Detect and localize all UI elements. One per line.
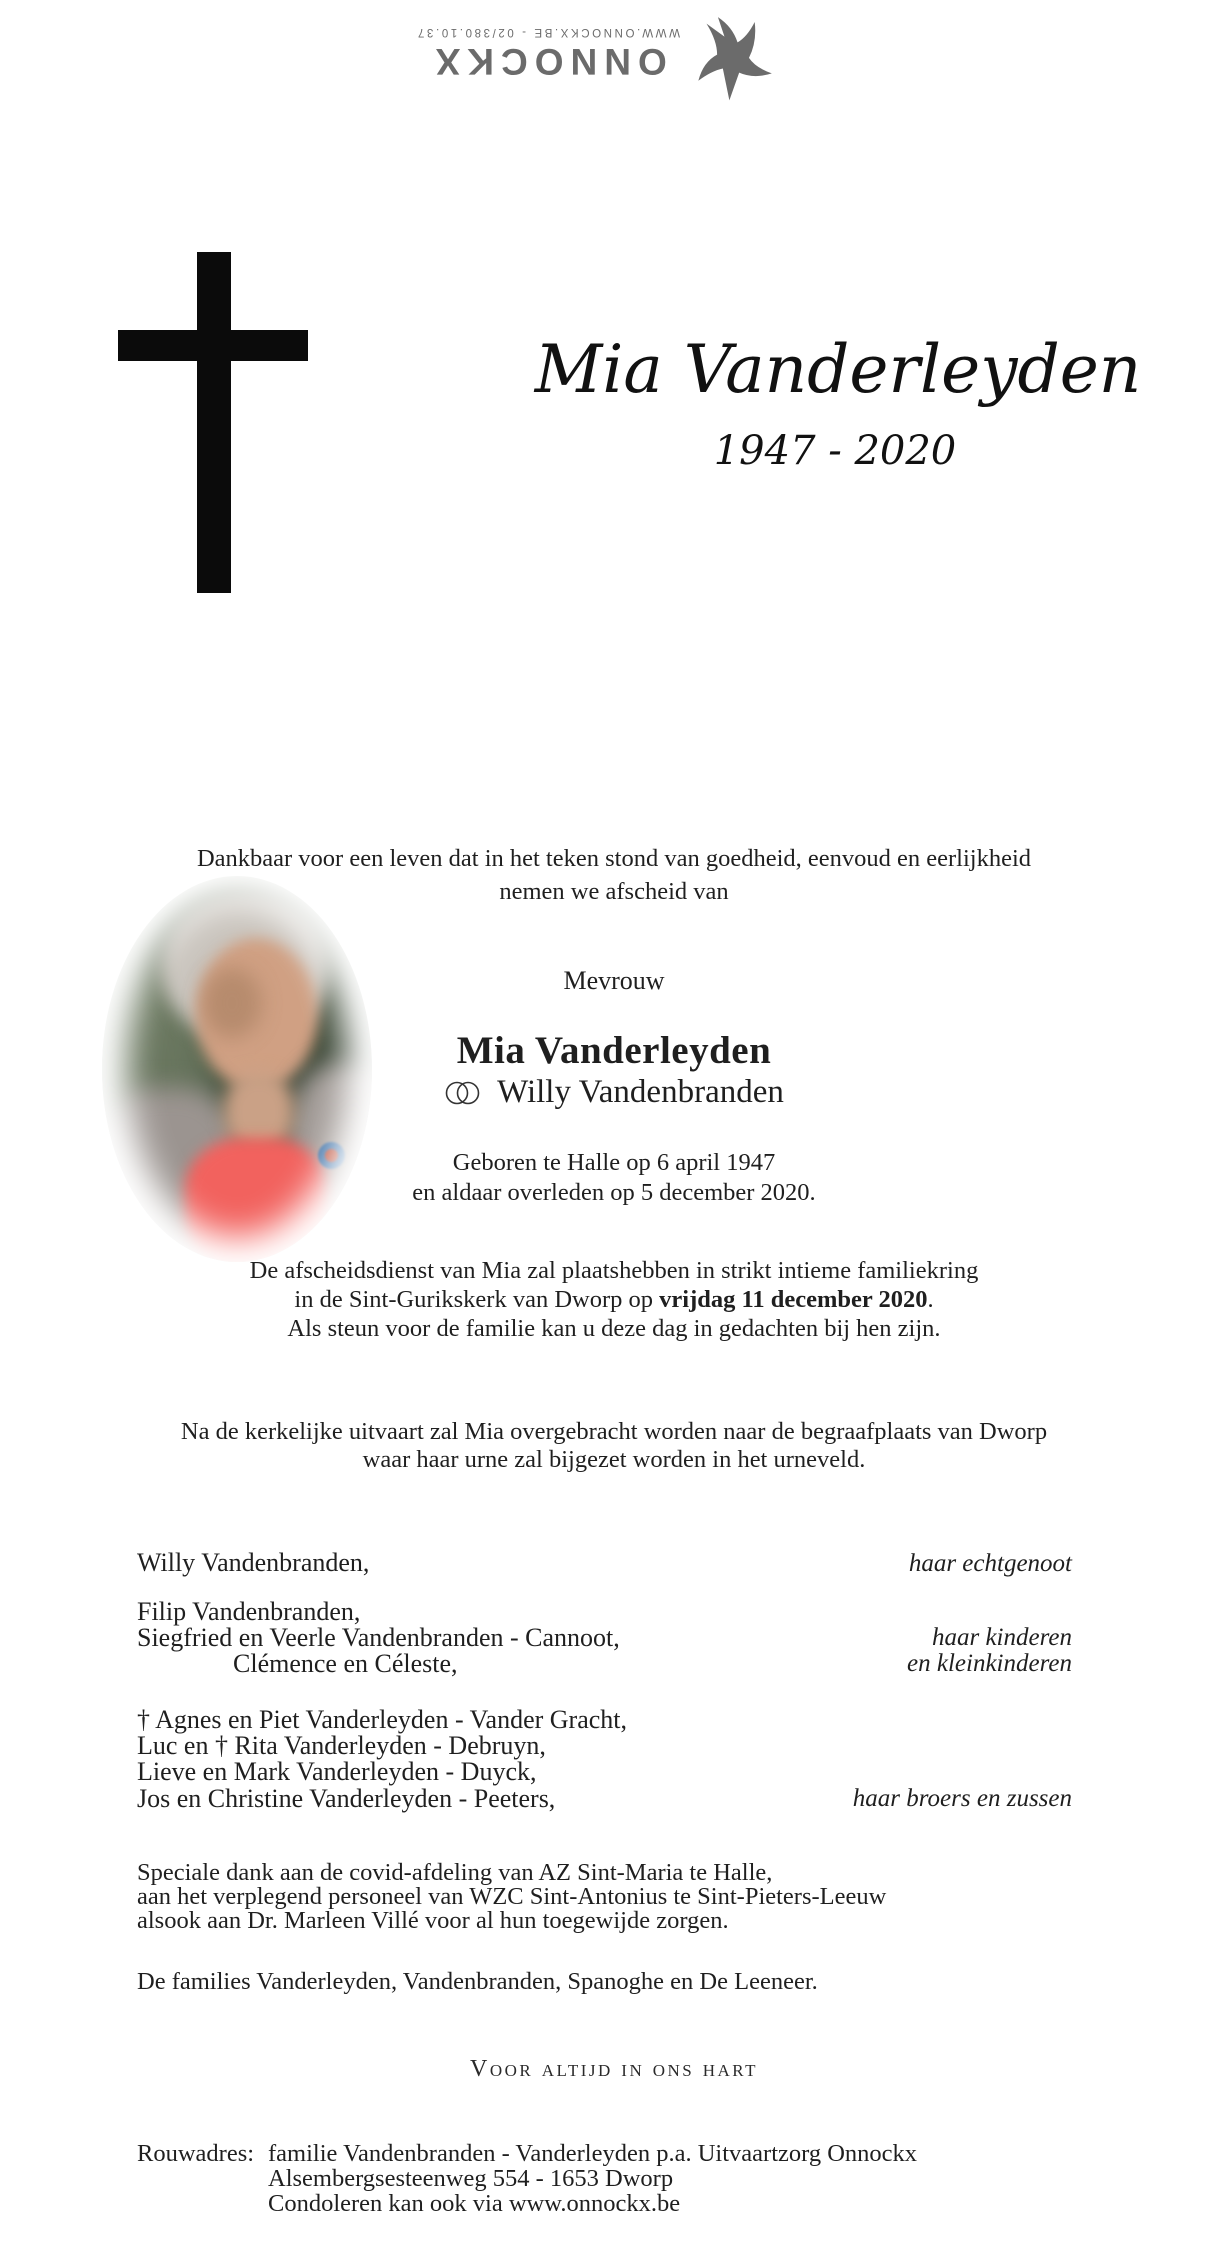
burial-line-1: Na de kerkelijke uitvaart zal Mia overgebracht worden naar de begraafplaats van Dworp (180, 1418, 1048, 1445)
service-date-bold: vrijdag 11 december 2020 (659, 1286, 928, 1313)
relation-siblings: haar broers en zussen (852, 1785, 1072, 1812)
burial-paragraph (14, 1418, 1214, 1474)
family-sibling-4: Jos en Christine Vanderleyden - Peeters, (137, 1784, 556, 1813)
deceased-name: Mia Vanderleyden (456, 1029, 772, 1072)
birth-death-dates (14, 1148, 1214, 1208)
family-child-1: Filip Vandenbranden, (137, 1597, 361, 1626)
logo-text (415, 26, 680, 80)
intro-line-2: nemen we afscheid van (499, 878, 729, 905)
family-sibling-2: Luc en † Rita Vanderleyden - Debruyn, (137, 1731, 546, 1760)
funeral-home-logo (404, 0, 780, 106)
family-spouse-name: Willy Vandenbranden, (137, 1548, 370, 1577)
service-line-2-prefix: in de Sint-Gurikskerk van Dworp op (294, 1286, 660, 1313)
family-grandchildren: Clémence en Céleste, (233, 1649, 458, 1678)
swallow-bird-icon (682, 1, 780, 105)
thanks-line-2: aan het verplegend personeel van WZC Sint-Antonius te Sint-Pieters-Leeuw (137, 1883, 887, 1910)
burial-line-2: waar haar urne zal bijgezet worden in het urneveld. (362, 1446, 866, 1473)
thanks-line-3: alsook aan Dr. Marleen Villé voor al hun toegewijde zorgen. (137, 1907, 729, 1934)
motto-text: Voor altijd in ons hart (470, 2056, 758, 2082)
service-paragraph (14, 1256, 1214, 1343)
families-line: De families Vanderleyden, Vandenbranden, Spanoghe en De Leeneer. (137, 1968, 818, 1995)
mourning-address-line-1: familie Vandenbranden - Vanderleyden p.a. Uitvaartzorg Onnockx (268, 2140, 918, 2167)
relation-spouse: haar echtgenoot (908, 1550, 1072, 1577)
service-line-2 (14, 1285, 1214, 1314)
family-sibling-3: Lieve en Mark Vanderleyden - Duyck, (137, 1757, 537, 1786)
life-years: 1947 - 2020 (713, 428, 957, 474)
thanks-line-1: Speciale dank aan de covid-afdeling van AZ Sint-Maria te Halle, (137, 1859, 773, 1886)
spouse-line (14, 1074, 1214, 1111)
deceased-name-script: Mia Vanderleyden (534, 331, 1142, 408)
wedding-rings-icon (444, 1080, 488, 1106)
cross-icon-arm (118, 330, 308, 361)
family-child-2: Siegfried en Veerle Vandenbranden - Cannoot, (137, 1623, 620, 1652)
cross-icon (197, 252, 231, 593)
relation-grandchildren: en kleinkinderen (907, 1650, 1072, 1677)
mourning-address-line-3: Condoleren kan ook via www.onnockx.be (268, 2190, 681, 2217)
died-line: en aldaar overleden op 5 december 2020. (412, 1179, 816, 1206)
relation-children: haar kinderen (931, 1624, 1072, 1651)
logo-contact-line: WWW.ONNOCKX.BE - 02/380.10.37 (415, 26, 680, 38)
salutation: Mevrouw (563, 966, 665, 995)
born-line: Geboren te Halle op 6 april 1947 (452, 1149, 776, 1176)
service-line-2-suffix: . (927, 1286, 934, 1313)
spouse-name: Willy Vandenbranden (497, 1074, 784, 1110)
family-sibling-1: † Agnes en Piet Vanderleyden - Vander Gracht, (137, 1705, 628, 1734)
mourning-address-line-2: Alsembergsesteenweg 554 - 1653 Dworp (268, 2165, 674, 2192)
intro-line-1: Dankbaar voor een leven dat in het teken stond van goedheid, eenvoud en eerlijkheid (196, 845, 1032, 872)
mourning-address-label: Rouwadres: (137, 2140, 255, 2167)
service-line-3: Als steun voor de familie kan u deze dag in gedachten bij hen zijn. (287, 1315, 941, 1342)
logo-brand-name: ONNOCKX (428, 41, 667, 82)
service-line-1: De afscheidsdienst van Mia zal plaatshebben in strikt intieme familiekring (249, 1257, 979, 1284)
